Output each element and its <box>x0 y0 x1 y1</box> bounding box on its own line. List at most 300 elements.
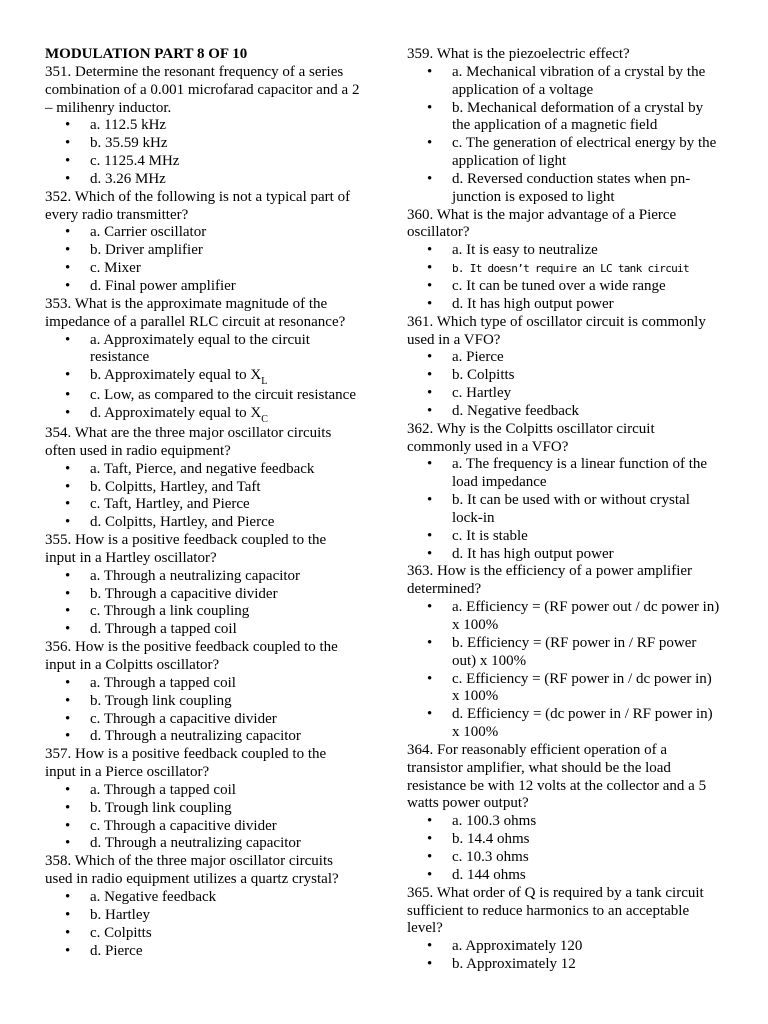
question-356-choice-d <box>45 728 361 746</box>
choice-text: application of a voltage <box>452 81 594 98</box>
question-351-choice-d <box>45 171 361 189</box>
question-351-choices <box>45 117 361 188</box>
question-354-choice-b <box>45 479 361 497</box>
bullet-icon <box>427 831 432 849</box>
choice-text: d. It has high output power <box>452 295 614 312</box>
question-363-choices <box>407 599 723 742</box>
question-352-choice-a <box>45 224 361 242</box>
question-357-choice-c <box>45 818 361 836</box>
question-352-choices <box>45 224 361 295</box>
question-363-prompt <box>407 563 723 599</box>
choice-text: b. Trough link coupling <box>90 799 232 816</box>
bullet-icon <box>65 405 70 423</box>
choice-text: c. Efficiency = (RF power in / dc power in) <box>452 670 712 687</box>
choice-text: d. Final power amplifier <box>90 277 236 294</box>
bullet-icon <box>65 514 70 532</box>
choice-text: x 100% <box>452 724 499 741</box>
choice-text-line <box>90 117 361 135</box>
choice-text: a. Through a neutralizing capacitor <box>90 567 301 584</box>
choice-text: c. 1125.4 MHz <box>90 153 180 170</box>
choice-text-line <box>90 925 361 943</box>
choice-text: a. Approximately 120 <box>452 938 583 955</box>
question-365 <box>407 885 723 974</box>
bullet-icon <box>427 260 432 278</box>
question-text-line: commonly used in a VFO? <box>407 438 569 455</box>
bullet-icon <box>65 332 70 350</box>
question-356-choice-c <box>45 711 361 729</box>
choice-text-line <box>90 242 361 260</box>
question-361-choice-b <box>407 367 723 385</box>
choice-text-line <box>452 117 723 135</box>
choice-text: d. Pierce <box>90 942 143 959</box>
question-359-choices <box>407 64 723 207</box>
choice-text-line <box>452 367 723 385</box>
question-352 <box>45 189 361 296</box>
bullet-icon <box>65 693 70 711</box>
choice-text: junction is exposed to light <box>452 188 615 205</box>
choice-text: c. Colpitts <box>90 924 152 941</box>
question-362-choices <box>407 456 723 563</box>
choice-text: x 100% <box>452 617 499 633</box>
question-text-line: input in a Colpitts oscillator? <box>45 657 220 673</box>
question-356-choices <box>45 675 361 746</box>
question-362 <box>407 421 723 564</box>
bullet-icon <box>427 135 432 153</box>
question-353 <box>45 296 361 425</box>
question-text-line: resistance be with 12 volts at the collector and a 5 <box>407 777 707 794</box>
question-text-line: 359. What is the piezoelectric effect? <box>407 46 630 62</box>
choice-text-line <box>90 728 361 746</box>
bullet-icon <box>65 568 70 586</box>
choice-text-line <box>90 818 361 836</box>
question-text-line: 352. Which of the following is not a typical part of <box>45 188 351 205</box>
choice-text: c. Low, as compared to the circuit resistance <box>90 387 357 404</box>
left-column <box>45 46 361 960</box>
choice-text-line <box>90 367 361 387</box>
question-text-line: transistor amplifier, what should be the load <box>407 759 671 776</box>
question-text-line: used in radio equipment utilizes a quartz crystal? <box>45 871 339 888</box>
question-361-choice-a <box>407 349 723 367</box>
bullet-icon <box>65 675 70 693</box>
question-354-choice-a <box>45 461 361 479</box>
choice-text: a. The frequency is a linear function of the <box>452 456 708 473</box>
question-356-choice-b <box>45 693 361 711</box>
question-352-prompt <box>45 189 361 225</box>
choice-text: b. Mechanical deformation of a crystal by <box>452 99 704 116</box>
choice-text: x 100% <box>452 688 499 705</box>
question-363-choice-a <box>407 599 723 635</box>
bullet-icon <box>65 889 70 907</box>
question-364-choice-b <box>407 831 723 849</box>
bullet-icon <box>427 706 432 724</box>
bullet-icon <box>65 242 70 260</box>
choice-text: load impedance <box>452 474 547 491</box>
question-358-choice-b <box>45 907 361 925</box>
choice-text: d. Approximately equal to X <box>90 405 262 422</box>
question-351 <box>45 64 361 189</box>
choice-text: b. Driver amplifier <box>90 242 203 259</box>
question-356 <box>45 639 361 746</box>
choice-text: b. 35.59 kHz <box>90 135 168 152</box>
bullet-icon <box>65 461 70 479</box>
subscript: C <box>261 414 268 426</box>
choice-text-line <box>90 332 361 350</box>
bullet-icon <box>65 153 70 171</box>
choice-text: c. Mixer <box>90 260 141 277</box>
question-text-line: input in a Pierce oscillator? <box>45 764 210 781</box>
question-354-choice-c <box>45 496 361 514</box>
question-353-prompt <box>45 296 361 332</box>
bullet-icon <box>65 728 70 746</box>
bullet-icon <box>65 224 70 242</box>
question-360-prompt <box>407 207 723 243</box>
choice-text: c. 10.3 ohms <box>452 848 529 865</box>
question-360-choices <box>407 242 723 313</box>
choice-text-line <box>452 813 723 831</box>
choice-text-line <box>452 938 723 956</box>
bullet-icon <box>427 938 432 956</box>
question-text-line: 365. What order of Q is required by a tank circuit <box>407 884 704 901</box>
choice-text-line <box>90 349 361 367</box>
choice-text-line <box>452 456 723 474</box>
question-353-choice-d <box>45 405 361 425</box>
question-360-choice-d <box>407 296 723 314</box>
choice-text-line <box>452 171 723 189</box>
bullet-icon <box>65 586 70 604</box>
bullet-icon <box>427 456 432 474</box>
choice-text: d. Efficiency = (dc power in / RF power in) <box>452 706 713 723</box>
choice-text-line <box>452 831 723 849</box>
question-355-prompt <box>45 532 361 568</box>
bullet-icon <box>65 479 70 497</box>
question-356-prompt <box>45 639 361 675</box>
question-364-choice-d <box>407 867 723 885</box>
question-text-line: input in a Hartley oscillator? <box>45 549 217 566</box>
question-364-choice-a <box>407 813 723 831</box>
choice-text: out) x 100% <box>452 652 527 669</box>
question-360 <box>407 207 723 314</box>
question-text-line: 356. How is the positive feedback coupled to the <box>45 639 338 656</box>
choice-text-line <box>90 907 361 925</box>
question-365-choice-a <box>407 938 723 956</box>
question-362-choice-a <box>407 456 723 492</box>
question-357-choice-b <box>45 800 361 818</box>
bullet-icon <box>65 496 70 514</box>
question-357-choice-d <box>45 835 361 853</box>
choice-text: lock-in <box>452 509 495 526</box>
choice-text-line <box>452 599 723 617</box>
question-357-choice-a <box>45 782 361 800</box>
choice-text-line <box>90 405 361 425</box>
choice-text: b. Trough link coupling <box>90 692 232 709</box>
question-361 <box>407 314 723 421</box>
choice-text-line <box>90 711 361 729</box>
question-354-choices <box>45 461 361 532</box>
choice-text-line <box>90 603 361 621</box>
bullet-icon <box>427 492 432 510</box>
question-text-line: – milihenry inductor. <box>45 99 172 116</box>
bullet-icon <box>65 135 70 153</box>
choice-text: application of light <box>452 153 567 170</box>
choice-text-line <box>452 153 723 171</box>
choice-text-line <box>452 100 723 118</box>
question-text-line: 361. Which type of oscillator circuit is commonly <box>407 313 706 330</box>
choice-text-line <box>90 943 361 961</box>
choice-text-line <box>90 889 361 907</box>
bullet-icon <box>427 528 432 546</box>
question-355-choice-b <box>45 586 361 604</box>
bullet-icon <box>65 621 70 639</box>
choice-text: resistance <box>90 349 150 366</box>
bullet-icon <box>427 64 432 82</box>
choice-text-line <box>452 135 723 153</box>
question-363 <box>407 563 723 741</box>
question-text-line: 358. Which of the three major oscillator circuits <box>45 853 333 870</box>
choice-text-line <box>452 403 723 421</box>
question-351-prompt <box>45 64 361 118</box>
choice-text-line <box>90 260 361 278</box>
question-361-choice-c <box>407 385 723 403</box>
choice-text: b. Through a capacitive divider <box>90 585 278 602</box>
question-363-choice-b <box>407 635 723 671</box>
question-362-choice-c <box>407 528 723 546</box>
choice-text-line <box>452 189 723 207</box>
bullet-icon <box>427 385 432 403</box>
choice-text-line <box>90 835 361 853</box>
choice-text-line <box>452 242 723 260</box>
bullet-icon <box>427 867 432 885</box>
bullet-icon <box>427 171 432 189</box>
choice-text: a. Approximately equal to the circuit <box>90 331 310 348</box>
choice-text: c. Hartley <box>452 385 512 402</box>
choice-text: b. Approximately equal to X <box>90 367 262 384</box>
question-text-line: 363. How is the efficiency of a power amplifier <box>407 563 693 580</box>
choice-text-line <box>452 64 723 82</box>
bullet-icon <box>65 835 70 853</box>
choice-text: the application of a magnetic field <box>452 117 658 134</box>
bullet-icon <box>65 907 70 925</box>
choice-text: a. Through a tapped coil <box>90 674 236 691</box>
question-351-choice-b <box>45 135 361 153</box>
question-361-choices <box>407 349 723 420</box>
choice-text-line <box>452 385 723 403</box>
choice-text: a. Efficiency = (RF power out / dc power in) <box>452 599 720 616</box>
question-360-choice-c <box>407 278 723 296</box>
question-text-line: 351. Determine the resonant frequency of a series <box>45 63 344 80</box>
question-363-choice-d <box>407 706 723 742</box>
choice-text: d. Reversed conduction states when pn- <box>452 170 691 187</box>
question-354 <box>45 425 361 532</box>
right-column <box>407 46 723 974</box>
bullet-icon <box>65 782 70 800</box>
question-360-choice-b <box>407 260 723 278</box>
choice-text: d. Through a neutralizing capacitor <box>90 835 301 852</box>
choice-text-line <box>452 510 723 528</box>
choice-text-line <box>90 693 361 711</box>
choice-text-line <box>452 260 723 278</box>
choice-text-line <box>452 688 723 706</box>
choice-text-line <box>452 849 723 867</box>
question-352-choice-c <box>45 260 361 278</box>
question-text-line: impedance of a parallel RLC circuit at resonance? <box>45 313 346 330</box>
bullet-icon <box>65 603 70 621</box>
question-364-choices <box>407 813 723 884</box>
choice-text: a. Through a tapped coil <box>90 781 236 798</box>
choice-text: b. It can be used with or without crystal <box>452 492 690 509</box>
bullet-icon <box>427 849 432 867</box>
question-351-choice-c <box>45 153 361 171</box>
choice-text-line <box>90 224 361 242</box>
question-357-choices <box>45 782 361 853</box>
choice-text: a. 100.3 ohms <box>452 813 537 830</box>
question-text-line: 354. What are the three major oscillator circuits <box>45 425 332 442</box>
choice-text-line <box>90 586 361 604</box>
question-358-choice-d <box>45 943 361 961</box>
question-text-line: determined? <box>407 581 482 598</box>
choice-text-line <box>90 461 361 479</box>
choice-text-line <box>452 82 723 100</box>
choice-text: a. Taft, Pierce, and negative feedback <box>90 460 315 477</box>
choice-text-line <box>452 349 723 367</box>
choice-text-line <box>452 706 723 724</box>
question-364-choice-c <box>407 849 723 867</box>
choice-text-line <box>452 296 723 314</box>
choice-text-line <box>452 617 723 635</box>
choice-text-line <box>90 135 361 153</box>
choice-text: c. The generation of electrical energy by the <box>452 135 717 152</box>
bullet-icon <box>65 711 70 729</box>
question-358-choice-a <box>45 889 361 907</box>
bullet-icon <box>65 818 70 836</box>
bullet-icon <box>427 278 432 296</box>
question-362-choice-b <box>407 492 723 528</box>
question-355-choice-d <box>45 621 361 639</box>
choice-text: a. Negative feedback <box>90 888 217 905</box>
question-353-choices <box>45 332 361 426</box>
choice-text: d. Through a neutralizing capacitor <box>90 728 301 745</box>
question-365-choices <box>407 938 723 974</box>
choice-text: c. Through a link coupling <box>90 603 250 620</box>
question-text-line: watts power output? <box>407 795 529 812</box>
choice-text: a. Carrier oscillator <box>90 224 207 241</box>
bullet-icon <box>427 403 432 421</box>
choice-text-line <box>90 479 361 497</box>
question-360-choice-a <box>407 242 723 260</box>
choice-text-line <box>452 474 723 492</box>
bullet-icon <box>427 349 432 367</box>
choice-text-line <box>90 153 361 171</box>
question-359-choice-d <box>407 171 723 207</box>
bullet-icon <box>427 546 432 564</box>
choice-text: b. Colpitts <box>452 367 515 384</box>
question-363-choice-c <box>407 671 723 707</box>
question-352-choice-b <box>45 242 361 260</box>
choice-text: c. It is stable <box>452 527 528 544</box>
choice-text-line <box>90 675 361 693</box>
choice-text-line <box>90 800 361 818</box>
question-text-line: level? <box>407 920 443 937</box>
question-358-prompt <box>45 853 361 889</box>
choice-text: b. 14.4 ohms <box>452 831 530 848</box>
bullet-icon <box>65 117 70 135</box>
question-354-choice-d <box>45 514 361 532</box>
choice-text-line <box>452 671 723 689</box>
question-359-choice-a <box>407 64 723 100</box>
question-357 <box>45 746 361 853</box>
choice-text: d. 144 ohms <box>452 866 526 883</box>
question-358-choices <box>45 889 361 960</box>
bullet-icon <box>427 813 432 831</box>
choice-text: b. Approximately 12 <box>452 956 576 973</box>
question-text-line: sufficient to reduce harmonics to an acceptable <box>407 902 690 919</box>
bullet-icon <box>65 278 70 296</box>
choice-text: b. Efficiency = (RF power in / RF power <box>452 634 697 651</box>
question-text-line: often used in radio equipment? <box>45 442 231 459</box>
question-358-choice-c <box>45 925 361 943</box>
choice-text-line <box>452 867 723 885</box>
choice-text-line <box>90 278 361 296</box>
bullet-icon <box>65 171 70 189</box>
question-362-choice-d <box>407 546 723 564</box>
bullet-icon <box>427 367 432 385</box>
question-355-choice-a <box>45 568 361 586</box>
choice-text: d. Colpitts, Hartley, and Pierce <box>90 514 275 531</box>
question-357-prompt <box>45 746 361 782</box>
choice-text-line <box>452 278 723 296</box>
choice-text-line <box>90 621 361 639</box>
choice-text: d. Negative feedback <box>452 402 580 419</box>
bullet-icon <box>65 387 70 405</box>
choice-text-line <box>452 528 723 546</box>
bullet-icon <box>427 100 432 118</box>
choice-text-line <box>452 724 723 742</box>
question-351-choice-a <box>45 117 361 135</box>
choice-text-line <box>90 387 361 405</box>
choice-text-line <box>452 956 723 974</box>
subscript: L <box>261 376 268 388</box>
choice-text-line <box>90 782 361 800</box>
question-353-choice-c <box>45 387 361 405</box>
bullet-icon <box>427 296 432 314</box>
choice-text-line <box>452 492 723 510</box>
question-365-choice-b <box>407 956 723 974</box>
question-361-prompt <box>407 314 723 350</box>
question-352-choice-d <box>45 278 361 296</box>
question-356-choice-a <box>45 675 361 693</box>
question-364 <box>407 742 723 885</box>
choice-text: c. It can be tuned over a wide range <box>452 277 666 294</box>
choice-text: b. Colpitts, Hartley, and Taft <box>90 478 261 495</box>
question-358 <box>45 853 361 960</box>
bullet-icon <box>65 800 70 818</box>
question-text-line: 353. What is the approximate magnitude of the <box>45 295 328 312</box>
question-text-line: every radio transmitter? <box>45 206 189 223</box>
bullet-icon <box>65 260 70 278</box>
question-354-prompt <box>45 425 361 461</box>
question-359 <box>407 46 723 207</box>
choice-text: b. It doesn’t require an LC tank circuit <box>452 262 689 276</box>
question-355-choices <box>45 568 361 639</box>
choice-text: a. Pierce <box>452 349 504 366</box>
choice-text: c. Through a capacitive divider <box>90 817 277 834</box>
question-text-line: 360. What is the major advantage of a Pierce <box>407 206 677 223</box>
question-text-line: used in a VFO? <box>407 331 501 348</box>
bullet-icon <box>65 943 70 961</box>
question-353-choice-b <box>45 367 361 387</box>
question-365-prompt <box>407 885 723 939</box>
choice-text: c. Taft, Hartley, and Pierce <box>90 496 250 513</box>
choice-text-line <box>90 171 361 189</box>
